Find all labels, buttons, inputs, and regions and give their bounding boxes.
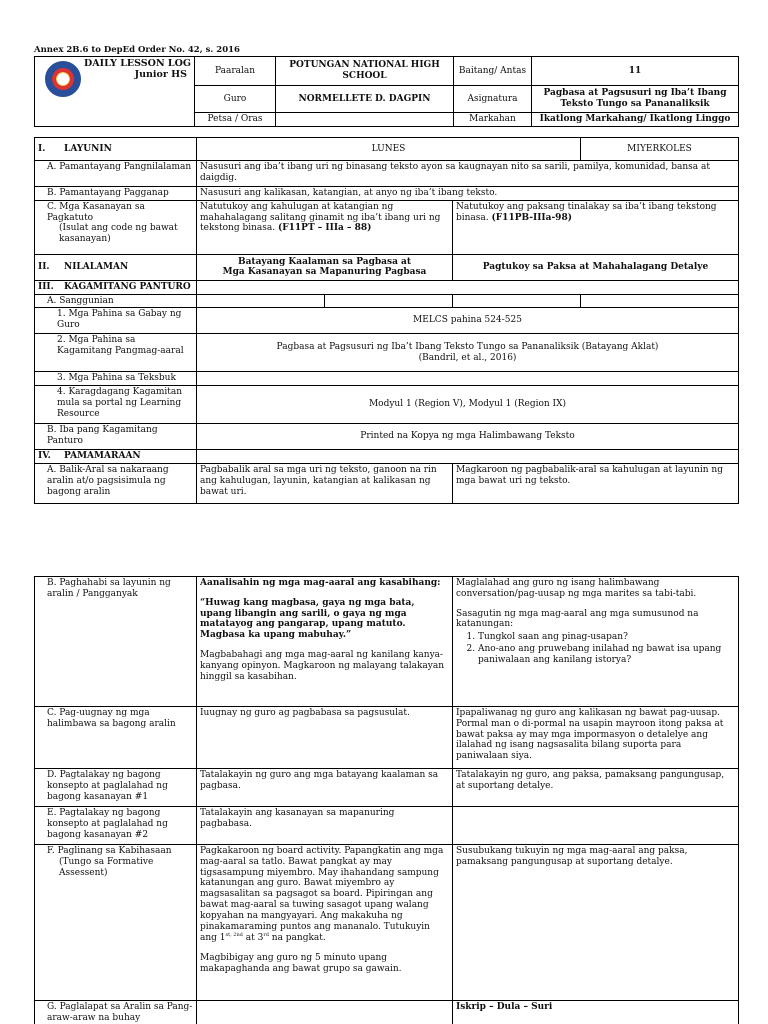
pamamaraan-empty: [197, 450, 739, 464]
paglinang-label: F. Paglinang sa Kabihasaan (Tungo sa Formative Assessent): [35, 845, 197, 1001]
kagamitang-pangmag-aaral-text: Pagbasa at Pagsusuri ng Iba’t Ibang Teksto Tungo sa Pananaliksik (Batayang Aklat) (Bandril, et al., 2016): [197, 334, 739, 372]
asignatura-label: Asignatura: [454, 86, 532, 113]
deped-seal-icon: [45, 61, 81, 97]
kagamitan-empty: [197, 280, 739, 294]
question-item: 2. Ano-ano ang pruwebang inilahad ng bawat isa upang paniwalaan ang kanilang istorya?: [478, 644, 735, 666]
paglinang-miyerkoles: Susubukang tukuyin ng mga mag-aaral ang paksa, pamaksang pangungusap at suportang detalye.: [453, 845, 739, 1001]
sanggunian-cell-3: [453, 294, 581, 308]
balik-aral-lunes: Pagbabalik aral sa mga uri ng teksto, ganoon na rin ang kahulugan, layunin, katangian at kalikasan ng bawat uri.: [197, 463, 453, 503]
baitang-label: Baitang/ Antas: [454, 57, 532, 86]
sanggunian-cell-1: [197, 294, 325, 308]
karagdagang-kagamitan-text: Modyul 1 (Region V), Modyul 1 (Region IX): [197, 386, 739, 424]
paglalapat-lunes: [197, 1001, 453, 1024]
paglalapat-miyerkoles: Iskrip – Dula – Suri: [453, 1001, 739, 1024]
kasanayan-label: C. Mga Kasanayan sa Pagkatuto (Isulat ang code ng bawat kasanayan): [35, 200, 197, 254]
kasanayan-miyerkoles: Natutukoy ang paksang tinalakay sa iba’t ibang tekstong binasa. (F11PB-IIIa-98): [453, 200, 739, 254]
markahan-label: Markahan: [454, 113, 532, 127]
pamantayang-pagganap-text: Nasusuri ang kalikasan, katangian, at anyo ng iba’t ibang teksto.: [197, 187, 739, 201]
pag-uugnay-label: C. Pag-uugnay ng mga halimbawa sa bagong aralin: [35, 707, 197, 769]
nilalaman-heading: II. NILALAMAN: [35, 254, 197, 280]
paaralan-value: POTUNGAN NATIONAL HIGH SCHOOL: [276, 57, 454, 86]
pagtalakay-1-miyerkoles: Tatalakayin ng guro, ang paksa, pamaksang pangungusap, at suportang detalye.: [453, 769, 739, 807]
day-lunes-header: LUNES: [197, 138, 581, 161]
pamantayang-pangnilalaman-text: Nasusuri ang iba’t ibang uri ng binasang teksto ayon sa kaugnayan nito sa sarili, pamilya, komunidad, bansa at daigdig.: [197, 161, 739, 187]
guro-value: NORMELLETE D. DAGPIN: [276, 86, 454, 113]
pag-uugnay-lunes: Iuugnay ng guro ag pagbabasa sa pagsusulat.: [197, 707, 453, 769]
petsa-value: [276, 113, 454, 127]
pagtalakay-2-lunes: Tatalakayin ang kasanayan sa mapanuring pagbabasa.: [197, 807, 453, 845]
dll-subtitle: Junior HS: [134, 69, 187, 81]
pag-uugnay-miyerkoles: Ipapaliwanag ng guro ang kalikasan ng bawat pag-uusap. Pormal man o di-pormal na usapin mayroon itong paksa at bawat paksa ay may mga impormasyon o detalelye ang ilalahad ng isang nagsasalita bilang suporta para paniwalaan siya.: [453, 707, 739, 769]
header-table: [34, 56, 739, 127]
iba-pang-kagamitan-text: Printed na Kopya ng mga Halimbawang Teksto: [197, 424, 739, 450]
lesson-table-part2: [34, 576, 739, 1024]
balik-aral-label: A. Balik-Aral sa nakaraang aralin at/o pagsisimula ng bagong aralin: [35, 463, 197, 503]
kasanayan-lunes: Natutukoy ang kahulugan at katangian ng mahahalagang salitang ginamit ng iba’t ibang uri ng tekstong binasa. (F11PT – IIIa – 88): [197, 200, 453, 254]
pagtalakay-2-miyerkoles: [453, 807, 739, 845]
pagtalakay-1-lunes: Tatalakayin ng guro ang mga batayang kaalaman sa pagbasa.: [197, 769, 453, 807]
nilalaman-lunes: Batayang Kaalaman sa Pagbasa at Mga Kasanayan sa Mapanuring Pagbasa: [197, 254, 453, 280]
pamamaraan-heading: IV. PAMAMARAAN: [35, 450, 197, 464]
paghahabi-label: B. Paghahabi sa layunin ng aralin / Pangganyak: [35, 577, 197, 707]
day-miyerkoles-header: MIYERKOLES: [581, 138, 739, 161]
sanggunian-label: A. Sanggunian: [35, 294, 197, 308]
annex-reference: Annex 2B.6 to DepEd Order No. 42, s. 2016: [34, 45, 240, 55]
nilalaman-miyerkoles: Pagtukoy sa Paksa at Mahahalagang Detalye: [453, 254, 739, 280]
dll-title: DAILY LESSON LOG: [84, 58, 191, 69]
paglalapat-label: G. Paglalapat sa Aralin sa Pang-araw-araw na buhay: [35, 1001, 197, 1024]
layunin-heading: I. LAYUNIN: [35, 138, 197, 161]
asignatura-value: Pagbasa at Pagsusuri ng Iba’t Ibang Teksto Tungo sa Pananaliksik: [532, 86, 739, 113]
gabay-guro-text: MELCS pahina 524-525: [197, 308, 739, 334]
baitang-value: 11: [532, 57, 739, 86]
iba-pang-kagamitan-label: B. Iba pang Kagamitang Panturo: [35, 424, 197, 450]
guro-label: Guro: [195, 86, 276, 113]
sanggunian-cell-4: [581, 294, 739, 308]
pagtalakay-1-label: D. Pagtalakay ng bagong konsepto at paglalahad ng bagong kasanayan #1: [35, 769, 197, 807]
teksbuk-label: 3. Mga Pahina sa Teksbuk: [35, 372, 197, 386]
kagamitan-heading: III. KAGAMITANG PANTURO: [35, 280, 197, 294]
teksbuk-text: [197, 372, 739, 386]
kagamitang-pangmag-aaral-label: 2. Mga Pahina sa Kagamitang Pangmag-aaral: [35, 334, 197, 372]
paaralan-label: Paaralan: [195, 57, 276, 86]
pagtalakay-2-label: E. Pagtalakay ng bagong konsepto at paglalahad ng bagong kasanayan #2: [35, 807, 197, 845]
balik-aral-miyerkoles: Magkaroon ng pagbabalik-aral sa kahulugan at layunin ng mga bawat uri ng teksto.: [453, 463, 739, 503]
lesson-table-part1: [34, 137, 739, 504]
markahan-value: Ikatlong Markahang/ Ikatlong Linggo: [532, 113, 739, 127]
sanggunian-cell-2: [325, 294, 453, 308]
dll-title-cell: [35, 57, 195, 127]
paghahabi-lunes: Aanalisahin ng mga mag-aaral ang kasabihang: “Huwag kang magbasa, gaya ng mga bata, upang libangin ang sarili, o gaya ng mga matatayog ang pangarap, upang matuto. Magbasa ka upang mabuhay.” Magbabahagi ang mga mag-aaral ng kanilang kanya-kanyang opinyon. Magkaroon ng malayang talakayan hinggil sa kasabihan.: [197, 577, 453, 707]
question-item: 1. Tungkol saan ang pinag-usapan?: [478, 632, 735, 643]
paghahabi-miyerkoles: Maglalahad ang guro ng isang halimbawang conversation/pag-uusap ng mga marites sa tabi-tabi. Sasagutin ng mga mag-aaral ang mga sumusunod na katanungan: 1. Tungkol saan ang pinag-usapan? 2. Ano-ano ang pruwebang inilahad ng bawat isa upang paniwalaan ang kanilang istorya?: [453, 577, 739, 707]
petsa-label: Petsa / Oras: [195, 113, 276, 127]
karagdagang-kagamitan-label: 4. Karagdagang Kagamitan mula sa portal ng Learning Resource: [35, 386, 197, 424]
gabay-guro-label: 1. Mga Pahina sa Gabay ng Guro: [35, 308, 197, 334]
pamantayang-pagganap-label: B. Pamantayang Pagganap: [35, 187, 197, 201]
pamantayang-pangnilalaman-label: A. Pamantayang Pangnilalaman: [35, 161, 197, 187]
paglinang-lunes: Pagkakaroon ng board activity. Papangkatin ang mga mag-aaral sa tatlo. Bawat pangkat ay may tigsasampung miyembro. May ihahandang sampung katanungan ang guro. Bawat miyembro ay magsasalitan sa pagsagot sa board. Pipiringan ang bawat mag-aaral sa tuwing sasagot upang walang kopyahan na mangyayari. Ang makakuha ng pinakamaraming puntos ang mananalo. Tutukuyin ang $1^{st, 2nd}$ at 3rd na pangkat. Magbibigay ang guro ng 5 minuto upang makapaghanda ang bawat grupo sa gawain.: [197, 845, 453, 1001]
